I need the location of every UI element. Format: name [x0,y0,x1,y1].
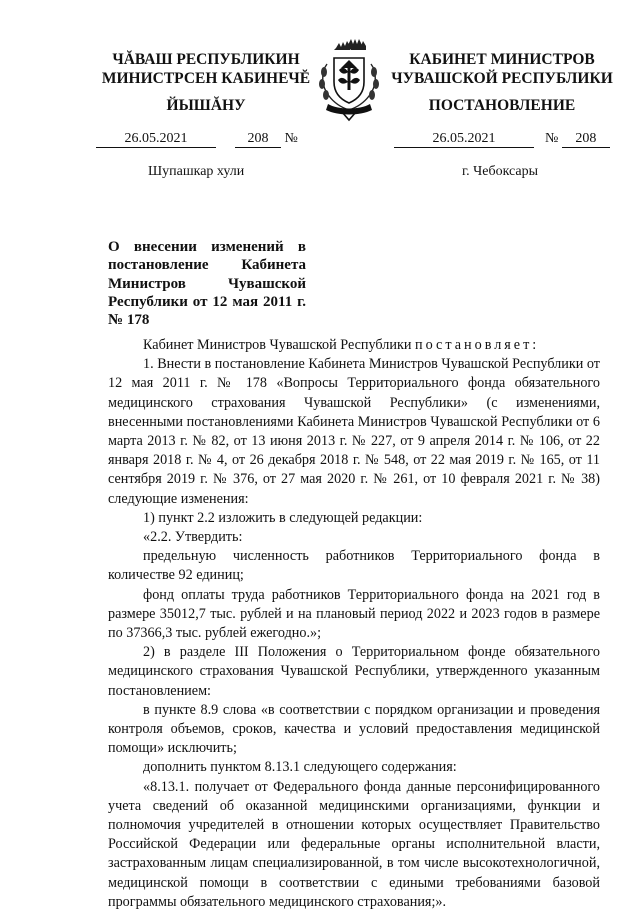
chuvash-coat-of-arms-icon [314,38,384,122]
body-paragraph: предельную численность работников Территориального фонда в количестве 92 единиц; [108,548,600,584]
left-number: 208 [235,131,281,148]
header-left-title [98,50,314,88]
right-number-sign: № [545,131,559,146]
right-date: 26.05.2021 [394,131,534,148]
left-date: 26.05.2021 [96,131,216,148]
document-body [108,336,600,912]
right-number: 208 [562,131,610,148]
body-paragraph: в пункте 8.9 слова «в соответствии с порядком организации и проведения контроля объемов, сроков, качества и условий предоставления медицинской помощи» исключить; [108,701,600,757]
left-number-sign: № [284,131,298,146]
document-subject: О внесении изменений в постановление Кабинета Министров Чувашской Республики от 12 мая 2011 г. № 178 [108,239,306,329]
preamble-text: Кабинет Министров Чувашской Республики [143,337,412,353]
preamble-decree-word: постановляет: [415,337,540,353]
body-paragraph-preamble [108,336,600,355]
header-right-line1: КАБИНЕТ МИНИСТРОВ [409,51,595,68]
body-paragraph: 1) пункт 2.2 изложить в следующей редакции: [143,509,423,526]
body-paragraph: «8.13.1. получает от Федерального фонда данные персонифицированного учета сведений об оказанной медицинскими организациями, функции и полномочия учредителей в отношении которых осуществляет Правительство Российской Федерации или федеральные органы исполнительной власти, застрахованным лицам специализированной, в том числе высокотехнологичной, медицинской помощи в соответствии с едиными требованиями базовой программы обязательного медицинского страхования;». [108,778,600,910]
header-right-line2: ЧУВАШСКОЙ РЕСПУБЛИКИ [391,70,613,87]
left-date-number-line [96,131,298,149]
header-left-line2: МИНИСТРСЕН КАБИНЕЧĔ [101,70,311,87]
document-type-chuvash: ЙЫШĂНУ [166,97,246,114]
header-right-title [388,50,616,88]
body-paragraph: 1. Внести в постановление Кабинета Министров Чувашской Республики от 12 мая 2011 г. № 178 «Вопросы Территориального фонда обязательного медицинского страхования Чувашской Республики» (с изменениями, внесенными постановлениями Кабинета Министров Чувашской Республики от 6 марта 2013 г. № 82, от 13 июня 2013 г. № 227, от 9 апреля 2014 г. № 106, от 22 января 2018 г. № 4, от 26 декабря 2018 г. № 548, от 22 мая 2019 г. № 165, от 11 сентября 2019 г. № 376, от 27 мая 2020 г. № 261, от 10 февраля 2021 г. № 38) следующие изменения: [108,356,600,507]
document-type-russian: ПОСТАНОВЛЕНИЕ [428,97,576,114]
body-paragraph: дополнить пунктом 8.13.1 следующего содержания: [143,759,457,776]
body-paragraph: 2) в разделе III Положения о Территориальном фонде обязательного медицинского страхования Чувашской Республики, утвержденного указанным постановлением: [108,644,600,699]
body-paragraph: «2.2. Утвердить: [143,529,243,546]
place-chuvash: Шупашкар хули [148,164,245,179]
header-left-line1: ЧĂВАШ РЕСПУБЛИКИН [112,51,300,68]
body-paragraph: фонд оплаты труда работников Территориального фонда на 2021 год в размере 35012,7 тыс. рублей и на плановый период 2022 и 2023 годов в размере по 37366,3 тыс. рублей ежегодно.»; [108,586,600,642]
place-russian: г. Чебоксары [462,164,539,179]
right-date-number-line [394,131,610,149]
